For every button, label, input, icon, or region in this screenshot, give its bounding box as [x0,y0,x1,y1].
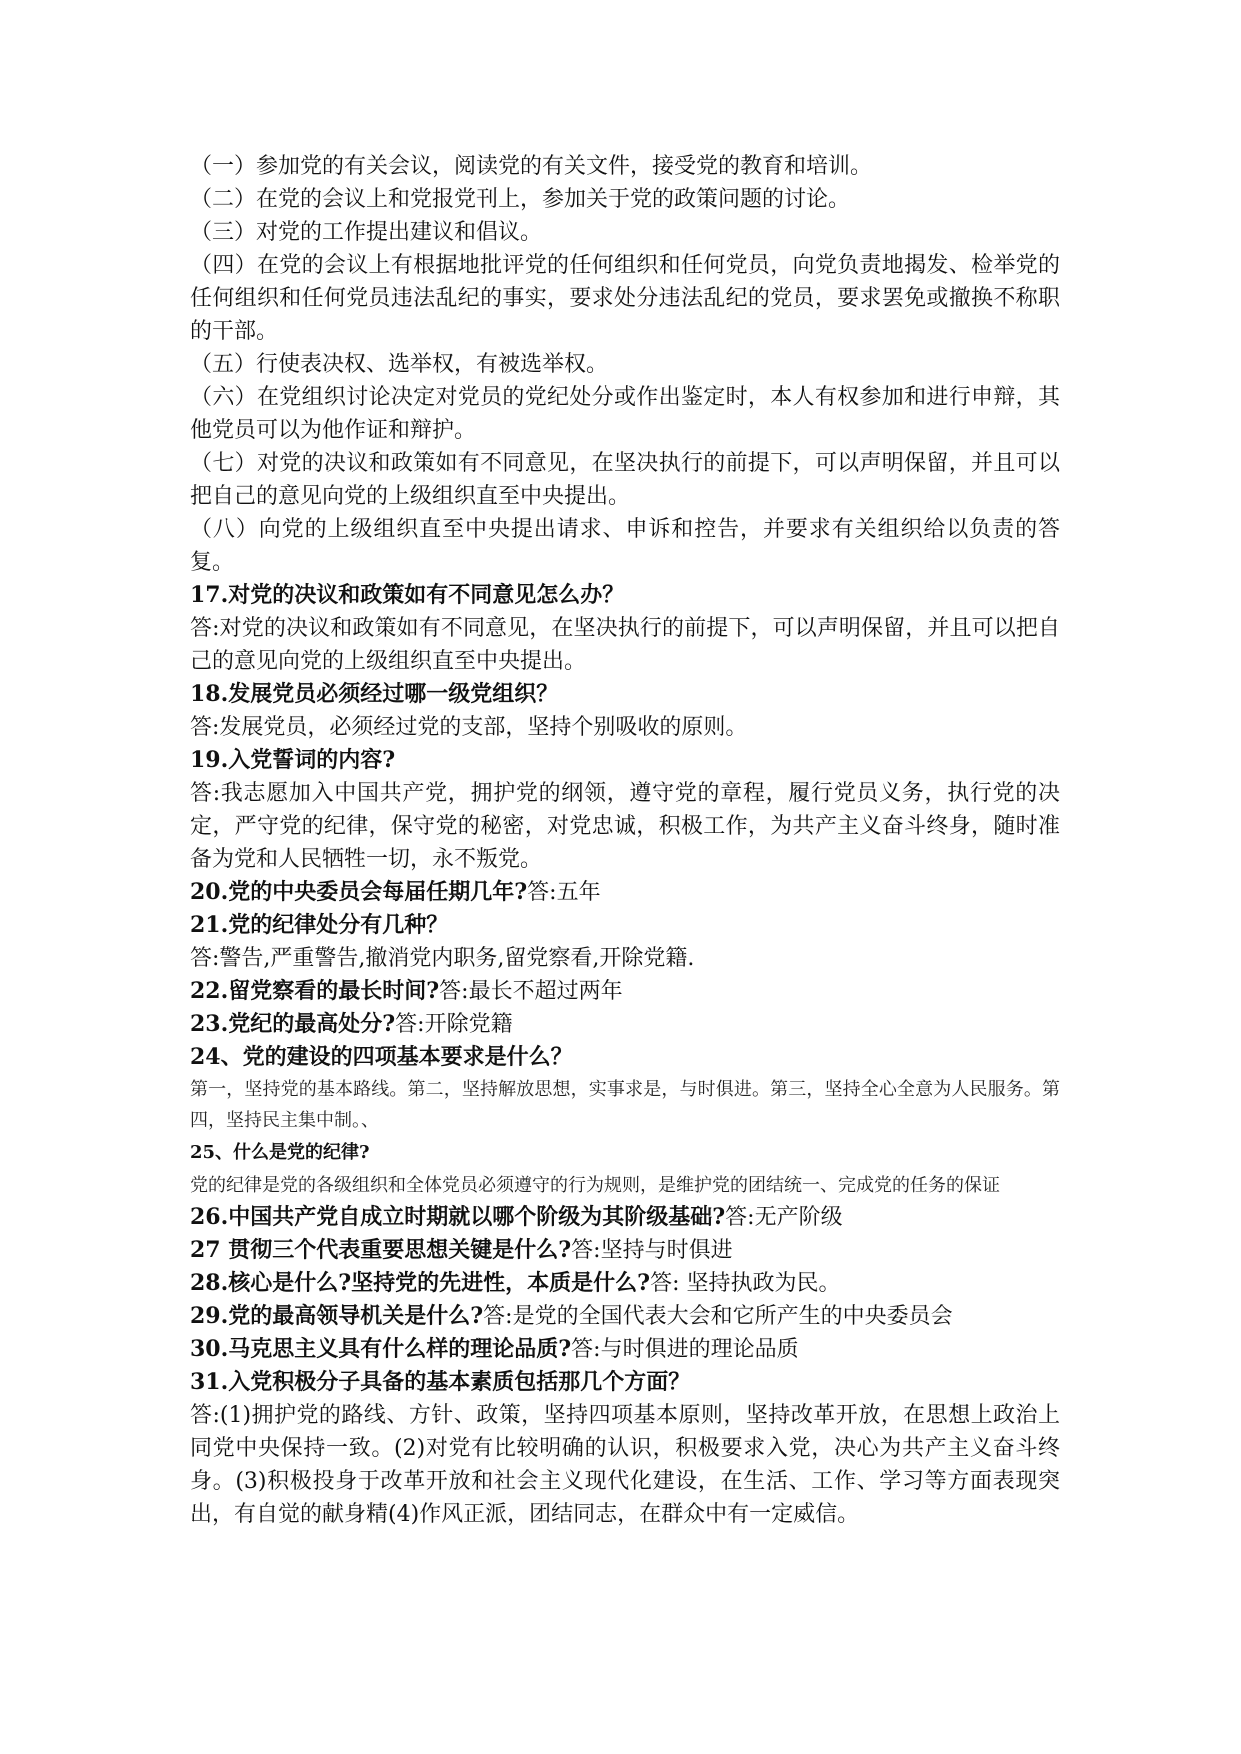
answer-31: 答:(1)拥护党的路线、方针、政策，坚持四项基本原则，坚持改革开放，在思想上政治上同党中央保持一致。(2)对党有比较明确的认识，积极要求入党，决心为共产主义奋斗终身。(3)积极投身于改革开放和社会主义现代化建设，在生活、工作、学习等方面表现突出，有自觉的献身精(4)作风正派，团结同志，在群众中有一定威信。 [190,1403,1060,1527]
question-30 [190,1333,1060,1366]
answer-25: 党的纪律是党的各级组织和全体党员必须遵守的行为规则，是维护党的团结统一、完成党的任务的保证 [190,1175,1000,1196]
question-26 [190,1201,1060,1234]
answer-17: 答:对党的决议和政策如有不同意见，在坚决执行的前提下，可以声明保留，并且可以把自己的意见向党的上级组织直至中央提出。 [190,616,1060,674]
right-item-2: （二）在党的会议上和党报党刊上，参加关于党的政策问题的讨论。 [190,187,851,212]
question-25: 25、什么是党的纪律? [190,1142,370,1163]
question-26-text: 26.中国共产党自成立时期就以哪个阶级为其阶级基础? [190,1204,726,1230]
question-21: 21.党的纪律处分有几种？ [190,912,449,938]
document-body [190,150,1060,1531]
right-item-5: （五）行使表决权、选举权，有被选举权。 [190,352,609,377]
question-19: 19.入党誓词的内容? [190,747,396,773]
right-item-4: （四）在党的会议上有根据地批评党的任何组织和任何党员，向党负责地揭发、检举党的任何组织和任何党员违法乱纪的事实，要求处分违法乱纪的党员，要求罢免或撤换不称职的干部。 [190,253,1060,344]
right-item-6: （六）在党组织讨论决定对党员的党纪处分或作出鉴定时，本人有权参加和进行申辩，其他党员可以为他作证和辩护。 [190,385,1060,443]
question-27-text: 27 贯彻三个代表重要思想关键是什么? [190,1237,572,1263]
answer-19: 答:我志愿加入中国共产党，拥护党的纲领，遵守党的章程，履行党员义务，执行党的决定，严守党的纪律，保守党的秘密，对党忠诚，积极工作，为共产主义奋斗终身，随时准备为党和人民牺牲一切，永不叛党。 [190,781,1060,872]
question-27 [190,1234,1060,1267]
question-20 [190,876,1060,909]
answer-30: 答:与时俱进的理论品质 [571,1337,799,1362]
question-17: 17.对党的决议和政策如有不同意见怎么办？ [190,582,625,608]
answer-24: 第一，坚持党的基本路线。第二，坚持解放思想，实事求是，与时俱进。第三，坚持全心全意为人民服务。第四，坚持民主集中制。、 [190,1079,1060,1131]
question-23 [190,1008,1060,1041]
question-20-text: 20.党的中央委员会每届任期几年? [190,879,528,905]
question-24: 24、党的建设的四项基本要求是什么？ [190,1044,573,1070]
question-22 [190,975,1060,1008]
answer-27: 答:坚持与时俱进 [571,1238,733,1263]
answer-22: 答:最长不超过两年 [439,979,623,1004]
question-28-text: 28.核心是什么?坚持党的先进性，本质是什么? [190,1270,651,1296]
right-item-3: （三）对党的工作提出建议和倡议。 [190,220,543,245]
right-item-7: （七）对党的决议和政策如有不同意见，在坚决执行的前提下，可以声明保留，并且可以把自己的意见向党的上级组织直至中央提出。 [190,451,1060,509]
answer-21: 答:警告,严重警告,撤消党内职务,留党察看,开除党籍. [190,946,695,971]
question-29-text: 29.党的最高领导机关是什么? [190,1303,484,1329]
answer-28: 答: 坚持执政为民。 [650,1271,841,1296]
question-22-text: 22.留党察看的最长时间? [190,978,440,1004]
question-28 [190,1267,1060,1300]
answer-20: 答:五年 [527,880,601,905]
right-item-8: （八）向党的上级组织直至中央提出请求、申诉和控告，并要求有关组织给以负责的答复。 [190,517,1060,575]
answer-26: 答:无产阶级 [725,1205,843,1230]
right-item-1: （一）参加党的有关会议，阅读党的有关文件，接受党的教育和培训。 [190,154,873,179]
question-18: 18.发展党员必须经过哪一级党组织？ [190,681,559,707]
question-23-text: 23.党纪的最高处分? [190,1011,396,1037]
question-31: 31.入党积极分子具备的基本素质包括那几个方面？ [190,1369,691,1395]
question-29 [190,1300,1060,1333]
answer-18: 答:发展党员，必须经过党的支部，坚持个别吸收的原则。 [190,715,748,740]
answer-23: 答:开除党籍 [395,1012,513,1037]
answer-29: 答:是党的全国代表大会和它所产生的中央委员会 [483,1304,953,1329]
question-30-text: 30.马克思主义具有什么样的理论品质? [190,1336,572,1362]
